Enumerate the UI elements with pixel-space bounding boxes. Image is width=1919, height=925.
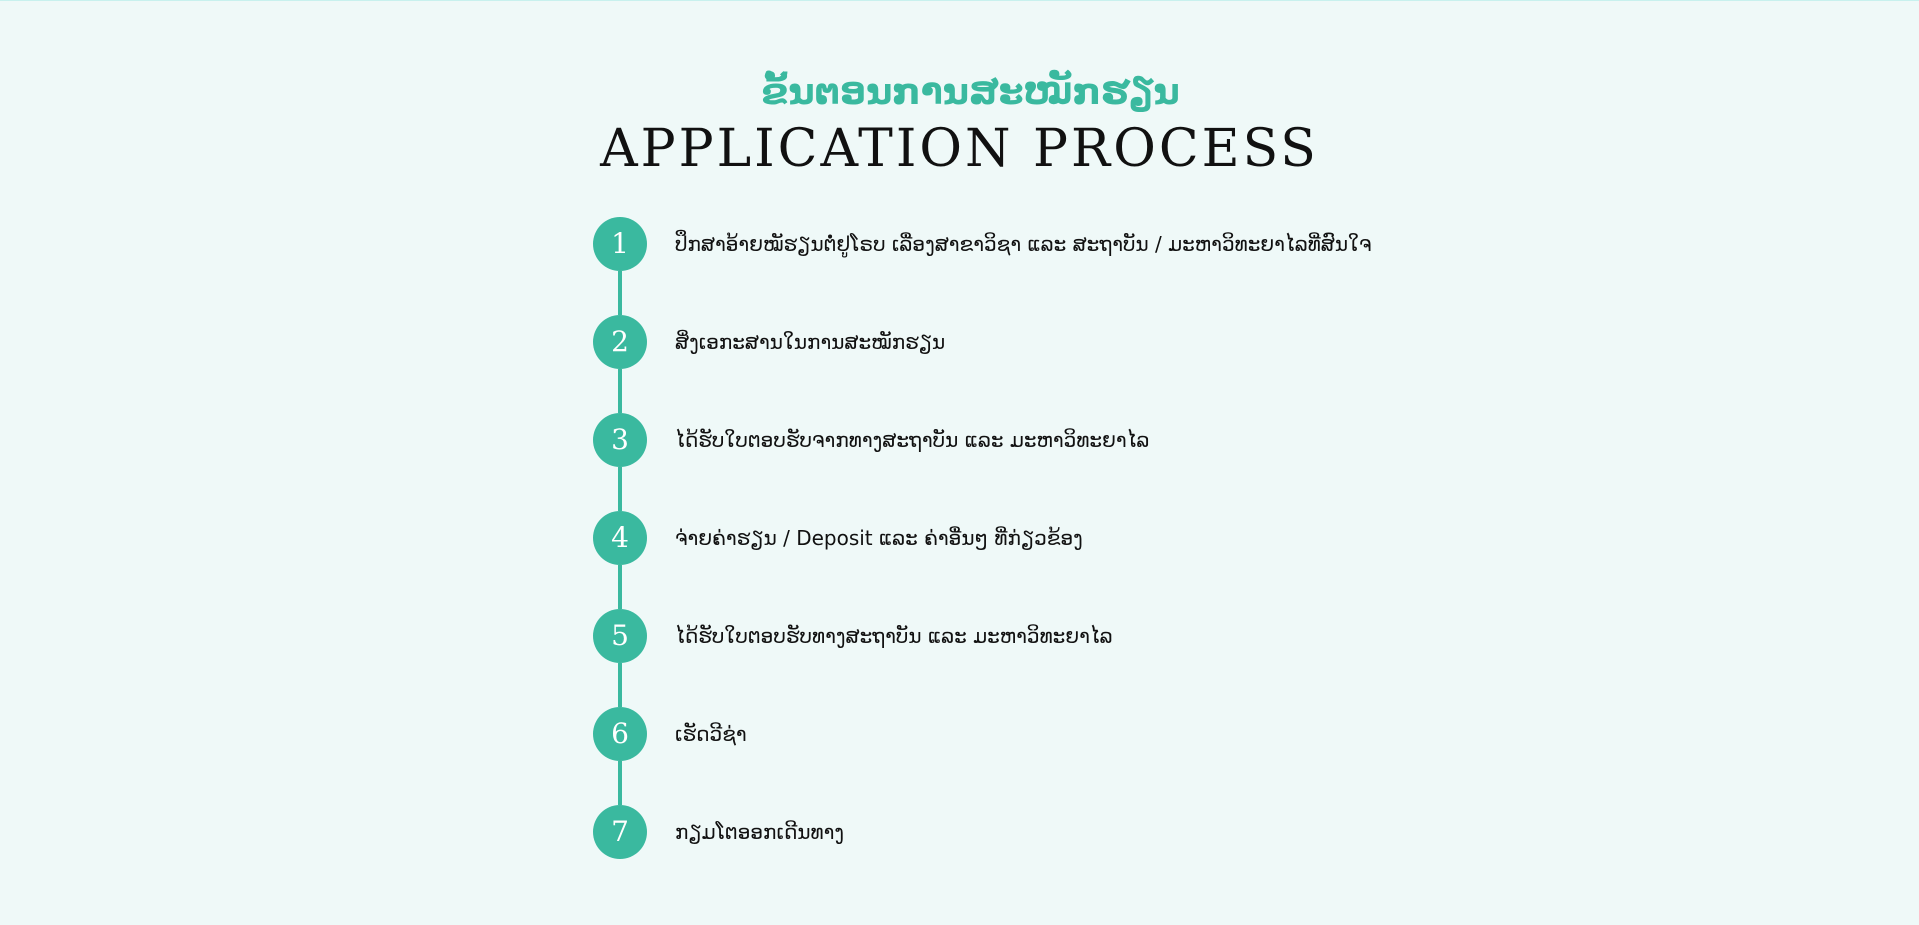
process-step [593, 511, 1493, 609]
step-description: ປຶກສາອ້າຍໝັຮຽນຕໍ່ຢູໂຣບ ເລື່ອງສາຂາວິຊາ ແລະ ສະຖາບັນ / ມະຫາວິທະຍາໄລທີ່ສົນໃຈ [675, 232, 1372, 256]
process-step [593, 609, 1493, 707]
step-description: ກຽມໂຕອອກເດີນທາງ [675, 820, 845, 844]
step-connector-line [618, 369, 622, 413]
step-number-badge: 6 [593, 707, 647, 761]
step-number-badge: 4 [593, 511, 647, 565]
page-title: APPLICATION PROCESS [600, 119, 1319, 179]
process-step [593, 707, 1493, 805]
process-step [593, 217, 1493, 315]
step-connector-line [618, 663, 622, 707]
header [0, 69, 1919, 179]
step-number-badge: 1 [593, 217, 647, 271]
step-number-badge: 2 [593, 315, 647, 369]
step-description: ໄດ້ຮັບໃບຕອບຮັບທາງສະຖາບັນ ແລະ ມະຫາວິທະຍາໄລ [675, 624, 1113, 648]
step-number-badge: 7 [593, 805, 647, 859]
page-subtitle: ຂັ້ນຕອນການສະໝັກຮຽນ [761, 72, 1180, 113]
process-step [593, 413, 1493, 511]
process-steps-list [593, 217, 1493, 903]
step-description: ສິ່ງເອກະສານໃນການສະໝັກຮຽນ [675, 330, 946, 354]
step-description: ຈ່າຍຄ່າຮຽນ / Deposit ແລະ ຄ່າອື່ນໆ ທີ່ກ່ຽວຂ້ອງ [675, 526, 1083, 550]
step-description: ໄດ້ຮັບໃບຕອບຮັບຈາກທາງສະຖາບັນ ແລະ ມະຫາວິທະຍາໄລ [675, 428, 1150, 452]
step-description: ເຮັດວີຊ່າ [675, 722, 747, 746]
step-number-badge: 5 [593, 609, 647, 663]
step-connector-line [618, 271, 622, 315]
process-step [593, 805, 1493, 903]
process-step [593, 315, 1493, 413]
step-connector-line [618, 565, 622, 609]
step-connector-line [618, 761, 622, 805]
step-connector-line [618, 467, 622, 511]
step-number-badge: 3 [593, 413, 647, 467]
